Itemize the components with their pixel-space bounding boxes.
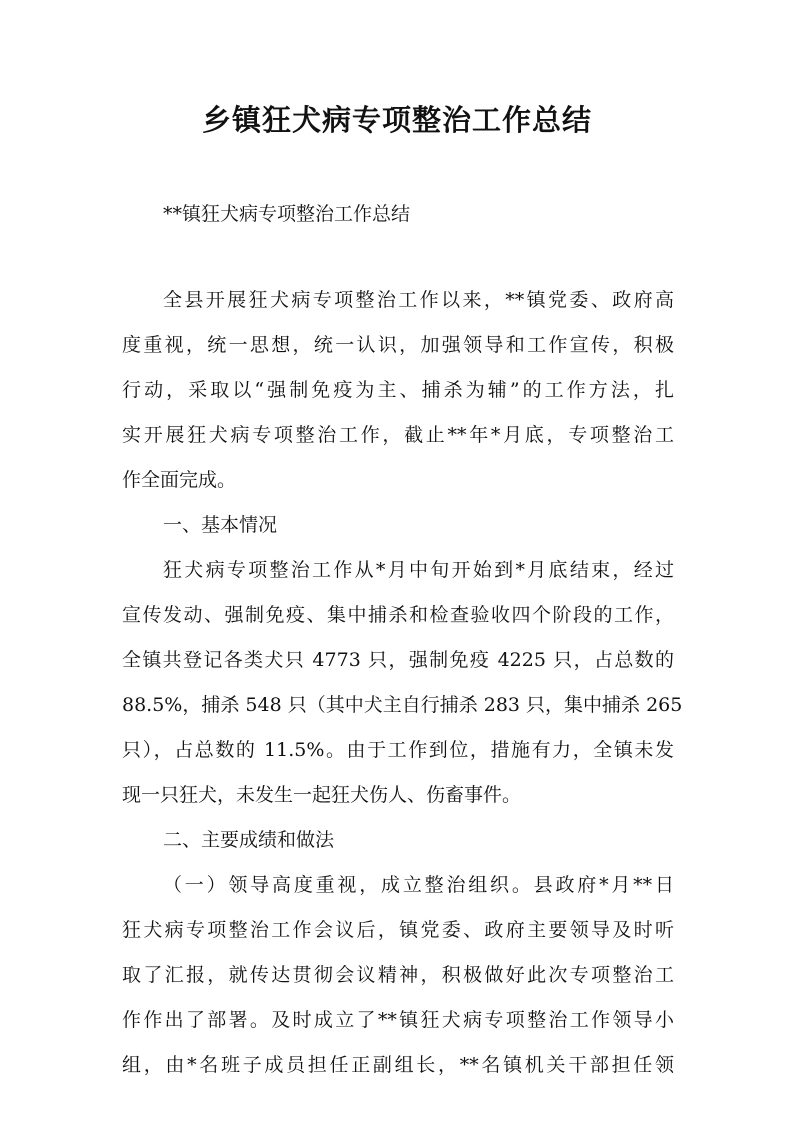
paragraph-line: 狂犬病专项整治工作从*月中旬开始到*月底结束，经过 bbox=[163, 559, 674, 581]
paragraph-line: 组，由*名班子成员担任正副组长，**名镇机关干部担任领 bbox=[122, 1054, 674, 1076]
paragraph-line: （一）领导高度重视，成立整治组织。县政府*月**日 bbox=[163, 874, 674, 896]
paragraph-line: 取了汇报，就传达贯彻会议精神，积极做好此次专项整治工 bbox=[122, 964, 674, 986]
document-body bbox=[122, 278, 683, 1088]
paragraph-line: 狂犬病专项整治工作会议后，镇党委、政府主要领导及时听 bbox=[122, 919, 674, 941]
paragraph-line: 实开展狂犬病专项整治工作，截止**年*月底，专项整治工 bbox=[122, 424, 674, 446]
section-heading: 二、主要成绩和做法 bbox=[163, 829, 335, 851]
paragraph-line: 全县开展狂犬病专项整治工作以来，**镇党委、政府高 bbox=[163, 289, 674, 311]
paragraph-line: 作全面完成。 bbox=[122, 469, 237, 491]
document-title: 乡镇狂犬病专项整治工作总结 bbox=[201, 103, 592, 137]
section-heading: 一、基本情况 bbox=[163, 514, 278, 536]
paragraph-line: 行动，采取以“强制免疫为主、捕杀为辅”的工作方法，扎 bbox=[122, 379, 674, 401]
paragraph-line: 宣传发动、强制免疫、集中捕杀和检查验收四个阶段的工作， bbox=[122, 604, 674, 626]
paragraph-line: 88.5%，捕杀 548 只（其中犬主自行捕杀 283 只，集中捕杀 265 bbox=[122, 694, 683, 716]
paragraph-line: 作作出了部署。及时成立了**镇狂犬病专项整治工作领导小 bbox=[122, 1009, 674, 1031]
paragraph-line: 度重视，统一思想，统一认识，加强领导和工作宣传，积极 bbox=[122, 334, 674, 356]
paragraph-line: 只），占总数的 11.5%。由于工作到位，措施有力，全镇未发 bbox=[122, 739, 674, 761]
document-subtitle: **镇狂犬病专项整治工作总结 bbox=[163, 203, 411, 225]
paragraph-line: 现一只狂犬，未发生一起狂犬伤人、伤畜事件。 bbox=[122, 784, 522, 806]
paragraph-line: 全镇共登记各类犬只 4773 只，强制免疫 4225 只，占总数的 bbox=[122, 649, 674, 671]
